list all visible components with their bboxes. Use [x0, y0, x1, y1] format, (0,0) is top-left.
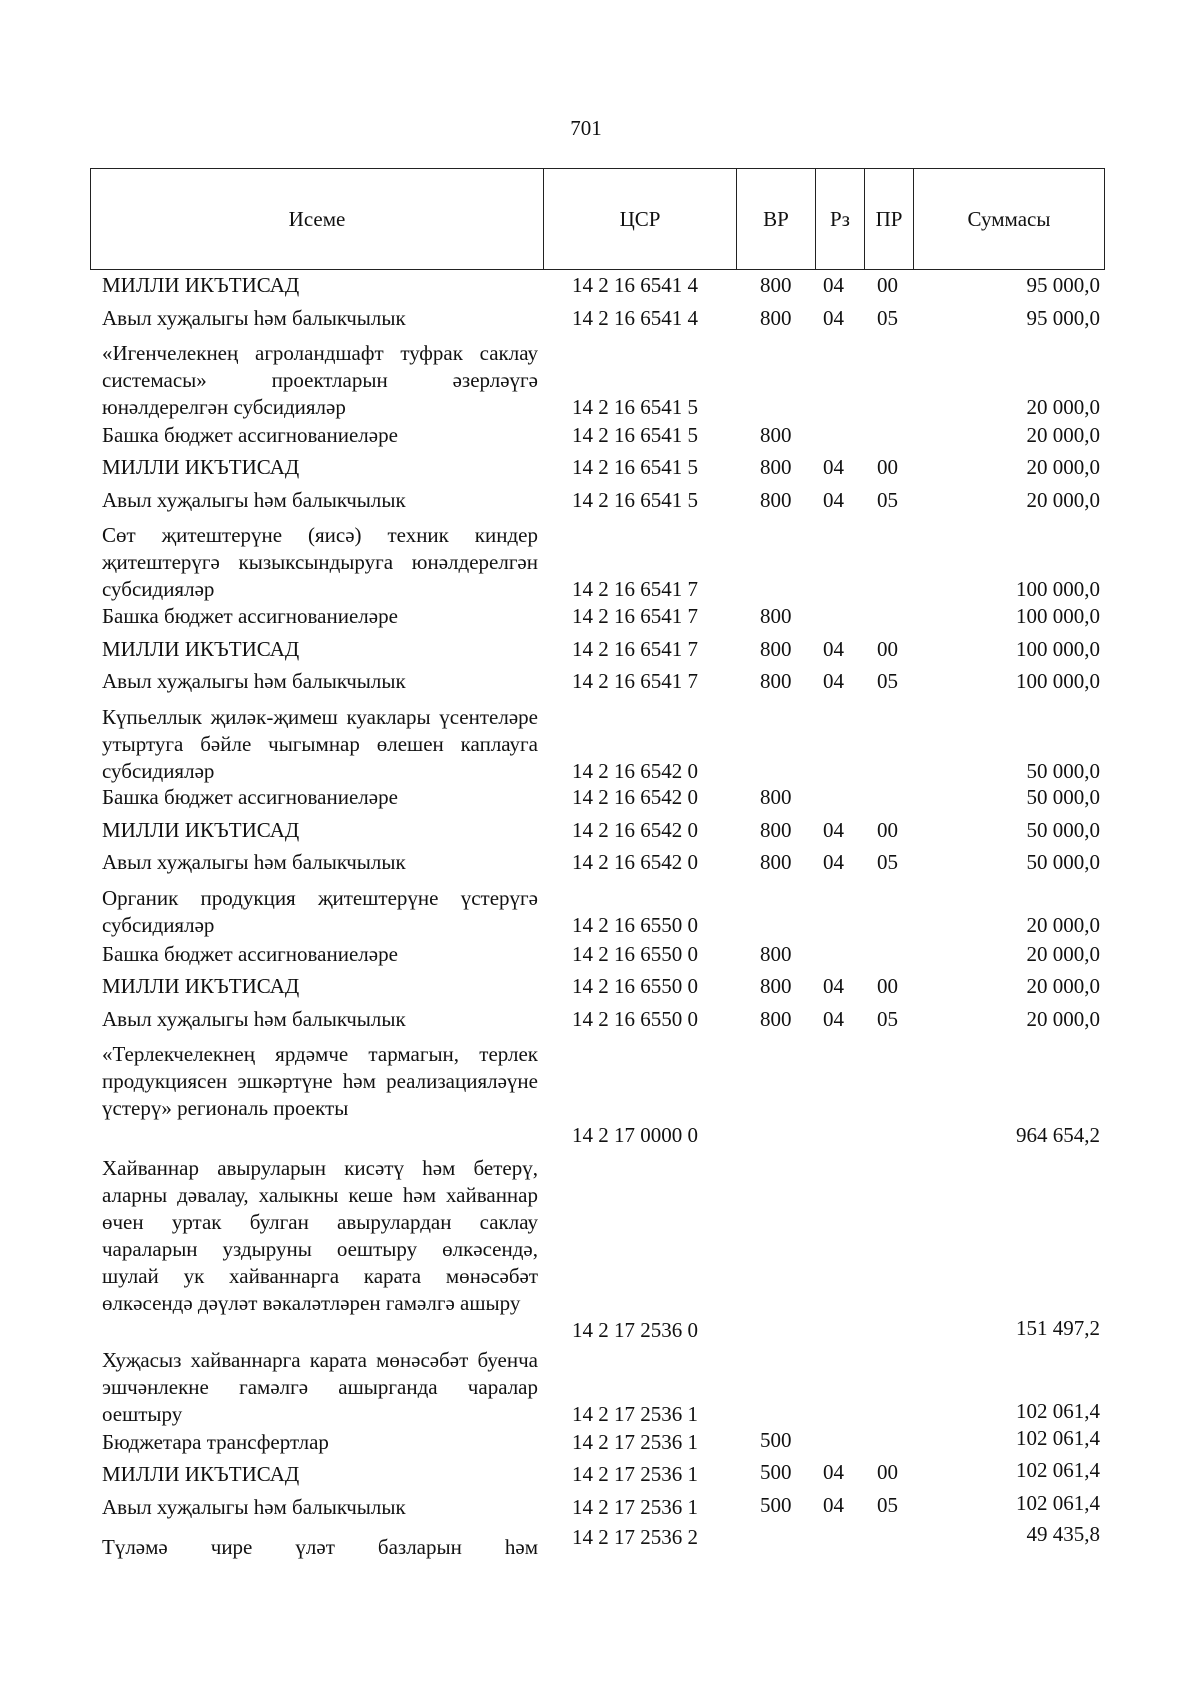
row-sum: 102 061,4: [1016, 1399, 1100, 1423]
row-csr: 14 2 17 2536 1: [572, 1495, 698, 1519]
row-sum: 100 000,0: [1016, 637, 1100, 661]
row-name: Башка бюджет ассигнованиеләре: [102, 785, 398, 809]
row-vr: 800: [760, 1007, 792, 1031]
row-pr: 00: [877, 1460, 898, 1484]
row-csr: 14 2 17 2536 0: [572, 1318, 698, 1342]
row-sum: 151 497,2: [1016, 1316, 1100, 1340]
table-row: [0, 817, 1200, 849]
row-csr: 14 2 16 6550 0: [572, 974, 698, 998]
row-name: Авыл хуҗалыгы һәм балыкчылык: [102, 488, 406, 512]
row-csr: 14 2 17 2536 1: [572, 1462, 698, 1486]
row-name: Күпьеллык җиләк-җимеш куаклары үсентеләре утыртуга бәйле чыгымнар өлешен каплауга субсидияләр: [102, 705, 538, 783]
row-name: МИЛЛИ ИКЪТИСАД: [102, 1462, 300, 1486]
row-name: Башка бюджет ассигнованиеләре: [102, 423, 398, 447]
row-sum: 50 000,0: [1026, 785, 1100, 809]
row-rz: 04: [823, 273, 844, 297]
row-name: Авыл хуҗалыгы һәм балыкчылык: [102, 306, 406, 330]
row-pr: 05: [877, 669, 898, 693]
table-row: [0, 636, 1200, 668]
row-sum: 964 654,2: [1016, 1123, 1100, 1147]
table-row: [0, 784, 1200, 817]
table-row: [0, 1491, 1200, 1527]
row-sum: 50 000,0: [1026, 818, 1100, 842]
row-pr: 05: [877, 850, 898, 874]
row-sum: 20 000,0: [1026, 488, 1100, 512]
row-vr: 800: [760, 785, 792, 809]
row-csr: 14 2 16 6541 7: [572, 669, 698, 693]
row-vr: 800: [760, 818, 792, 842]
row-vr: 500: [760, 1493, 792, 1517]
row-rz: 04: [823, 306, 844, 330]
row-name: Авыл хуҗалыгы һәм балыкчылык: [102, 850, 406, 874]
header-sum: Суммасы: [914, 169, 1105, 270]
row-rz: 04: [823, 1460, 844, 1484]
row-csr: 14 2 16 6550 0: [572, 913, 698, 937]
row-sum: 50 000,0: [1026, 850, 1100, 874]
row-csr: 14 2 16 6541 4: [572, 306, 698, 330]
row-name: Хайваннар авыруларын кисәтү һәм бетерү, аларны дәвалау, халыкны кеше һәм хайваннар өчен уртак булган авырулардан саклау чараларын уздыруны оештыру өлкәсендә, шулай ук хайваннарга карата мөнәсәбәт өлкәсендә дәүләт вәкаләтләрен гамәлгә ашыру: [102, 1156, 538, 1315]
table-row: [0, 701, 1200, 784]
row-sum: 20 000,0: [1026, 1007, 1100, 1031]
row-rz: 04: [823, 1007, 844, 1031]
table-row: [0, 519, 1200, 603]
table-row: [0, 849, 1200, 882]
table-body: [0, 272, 1200, 1567]
row-sum: 49 435,8: [1026, 1522, 1100, 1546]
header-pr: ПР: [865, 169, 914, 270]
table-header: [90, 168, 1105, 270]
row-name: Органик продукция җитештерүне үстерүгә субсидияләр: [102, 886, 538, 937]
row-csr: 14 2 17 2536 1: [572, 1402, 698, 1426]
row-csr: 14 2 16 6542 0: [572, 785, 698, 809]
table-row: [0, 1522, 1200, 1567]
row-name: МИЛЛИ ИКЪТИСАД: [102, 974, 300, 998]
table-row: [0, 337, 1200, 422]
row-csr: 14 2 16 6550 0: [572, 942, 698, 966]
row-name: Түләмә чире үләт базларын һәм: [102, 1535, 538, 1559]
header-csr: ЦСР: [544, 169, 737, 270]
row-name: Башка бюджет ассигнованиеләре: [102, 604, 398, 628]
row-name: Авыл хуҗалыгы һәм балыкчылык: [102, 669, 406, 693]
table-row: [0, 1006, 1200, 1038]
row-vr: 800: [760, 942, 792, 966]
table-row: [0, 305, 1200, 337]
row-name: «Терлекчелекнең ярдәмче тармагын, терлек продукциясен эшкәртүне һәм реализацияләүне үстерү» региональ проекты: [102, 1042, 538, 1120]
row-csr: 14 2 16 6541 4: [572, 273, 698, 297]
row-name: Авыл хуҗалыгы һәм балыкчылык: [102, 1007, 406, 1031]
table-row: [0, 973, 1200, 1006]
row-csr: 14 2 16 6550 0: [572, 1007, 698, 1031]
row-name: Сөт җитештерүне (яисә) техник киндер җитештерүгә кызыксындыруга юнәлдерелгән субсидияләр: [102, 523, 538, 601]
header-rz: Рз: [816, 169, 865, 270]
row-rz: 04: [823, 669, 844, 693]
row-name: Башка бюджет ассигнованиеләре: [102, 942, 398, 966]
row-name: Хуҗасыз хайваннарга карата мөнәсәбәт буенча эшчәнлекне гамәлгә ашырганда чаралар оештыру: [102, 1348, 538, 1426]
row-vr: 800: [760, 455, 792, 479]
header-vr: ВР: [737, 169, 816, 270]
row-rz: 04: [823, 455, 844, 479]
row-csr: 14 2 17 2536 1: [572, 1430, 698, 1454]
row-name: «Игенчелекнең агроландшафт туфрак саклау системасы» проектларын әзерләүгә юнәлдерелгән субсидияләр: [102, 341, 538, 419]
table-row: [0, 1344, 1200, 1429]
row-name: Бюджетара трансфертлар: [102, 1430, 329, 1454]
row-csr: 14 2 16 6542 0: [572, 759, 698, 783]
row-sum: 20 000,0: [1026, 395, 1100, 419]
row-sum: 20 000,0: [1026, 974, 1100, 998]
row-vr: 800: [760, 306, 792, 330]
page-number: 701: [570, 116, 602, 140]
row-sum: 95 000,0: [1026, 306, 1100, 330]
row-rz: 04: [823, 1493, 844, 1517]
row-sum: 20 000,0: [1026, 455, 1100, 479]
row-csr: 14 2 17 2536 2: [572, 1525, 698, 1549]
row-csr: 14 2 16 6541 5: [572, 395, 698, 419]
row-sum: 102 061,4: [1016, 1426, 1100, 1450]
row-csr: 14 2 16 6541 5: [572, 488, 698, 512]
row-csr: 14 2 16 6542 0: [572, 818, 698, 842]
row-rz: 04: [823, 974, 844, 998]
row-csr: 14 2 16 6541 7: [572, 577, 698, 601]
table-row: [0, 454, 1200, 487]
row-vr: 800: [760, 488, 792, 512]
row-csr: 14 2 17 0000 0: [572, 1123, 698, 1147]
table-row: [0, 603, 1200, 636]
row-rz: 04: [823, 818, 844, 842]
header-name: Исеме: [91, 169, 544, 270]
row-sum: 100 000,0: [1016, 604, 1100, 628]
row-sum: 100 000,0: [1016, 577, 1100, 601]
row-rz: 04: [823, 637, 844, 661]
row-pr: 05: [877, 1493, 898, 1517]
row-csr: 14 2 16 6541 5: [572, 423, 698, 447]
row-csr: 14 2 16 6541 7: [572, 604, 698, 628]
row-pr: 00: [877, 455, 898, 479]
table-row: [0, 272, 1200, 305]
row-name: Авыл хуҗалыгы һәм балыкчылык: [102, 1495, 406, 1519]
row-csr: 14 2 16 6541 7: [572, 637, 698, 661]
row-vr: 800: [760, 604, 792, 628]
row-pr: 00: [877, 818, 898, 842]
table-row: [0, 668, 1200, 701]
row-sum: 20 000,0: [1026, 913, 1100, 937]
table-row: [0, 941, 1200, 973]
row-pr: 05: [877, 306, 898, 330]
row-vr: 800: [760, 273, 792, 297]
row-vr: 800: [760, 637, 792, 661]
row-vr: 500: [760, 1428, 792, 1452]
table-row: [0, 1152, 1200, 1344]
row-vr: 800: [760, 850, 792, 874]
row-name: МИЛЛИ ИКЪТИСАД: [102, 455, 300, 479]
row-sum: 20 000,0: [1026, 423, 1100, 447]
table-row: [0, 487, 1200, 519]
row-pr: 00: [877, 974, 898, 998]
row-sum: 102 061,4: [1016, 1491, 1100, 1515]
row-sum: 95 000,0: [1026, 273, 1100, 297]
row-sum: 20 000,0: [1026, 942, 1100, 966]
table-row: [0, 882, 1200, 941]
row-pr: 05: [877, 488, 898, 512]
row-csr: 14 2 16 6542 0: [572, 850, 698, 874]
row-rz: 04: [823, 488, 844, 512]
table-row: [0, 422, 1200, 454]
row-sum: 50 000,0: [1026, 759, 1100, 783]
row-pr: 00: [877, 273, 898, 297]
table-row: [0, 1038, 1200, 1152]
row-pr: 05: [877, 1007, 898, 1031]
row-csr: 14 2 16 6541 5: [572, 455, 698, 479]
row-sum: 102 061,4: [1016, 1458, 1100, 1482]
row-name: МИЛЛИ ИКЪТИСАД: [102, 637, 300, 661]
row-name: МИЛЛИ ИКЪТИСАД: [102, 273, 300, 297]
row-pr: 00: [877, 637, 898, 661]
row-sum: 100 000,0: [1016, 669, 1100, 693]
row-name: МИЛЛИ ИКЪТИСАД: [102, 818, 300, 842]
row-rz: 04: [823, 850, 844, 874]
row-vr: 500: [760, 1460, 792, 1484]
row-vr: 800: [760, 423, 792, 447]
row-vr: 800: [760, 669, 792, 693]
row-vr: 800: [760, 974, 792, 998]
